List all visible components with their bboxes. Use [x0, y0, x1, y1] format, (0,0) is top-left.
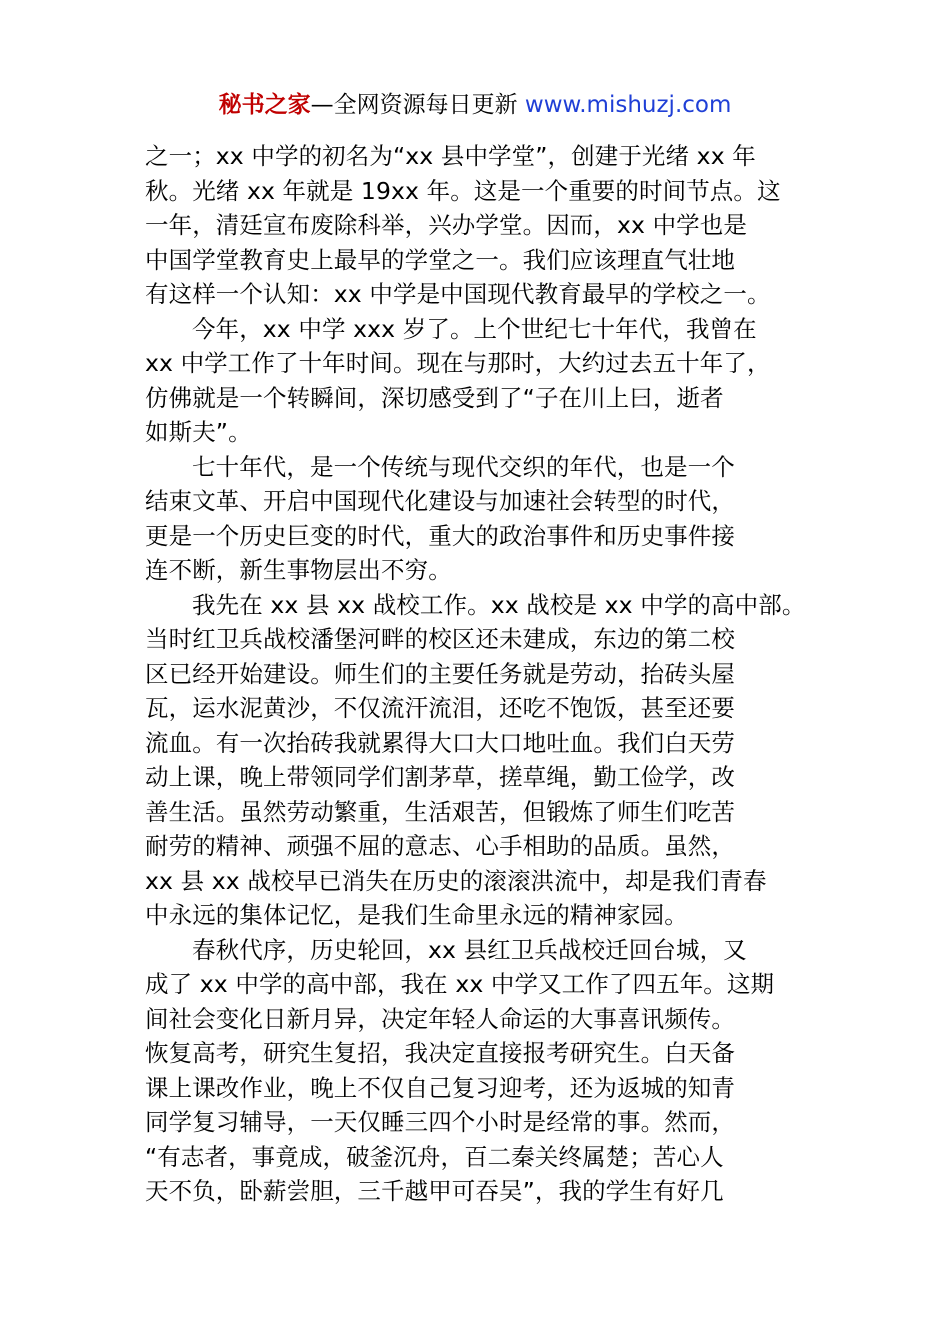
paragraph-first-line: 今年，xx 中学 xxx 岁了。上个世纪七十年代，我曾在 [192, 314, 757, 343]
site-tagline: —全网资源每日更新 [310, 92, 525, 118]
paragraph-first-line: 我先在 xx 县 xx 战校工作。xx 战校是 xx 中学的高中部。 [192, 590, 806, 619]
text-line: 有这样一个认知：xx 中学是中国现代教育最早的学校之一。 [145, 280, 771, 308]
text-line: 更是一个历史巨变的时代，重大的政治事件和历史事件接 [145, 521, 735, 550]
text-line: xx 中学工作了十年时间。现在与那时，大约过去五十年了， [145, 349, 771, 377]
text-line: 仿佛就是一个转瞬间，深切感受到了“子在川上曰，逝者 [145, 383, 724, 412]
text-line: 秋。光绪 xx 年就是 19xx 年。这是一个重要的时间节点。这 [145, 176, 781, 205]
text-line: 如斯夫”。 [145, 418, 252, 446]
text-line: 动上课，晚上带领同学们割茅草，搓草绳，勤工俭学，改 [145, 763, 735, 791]
text-line: 瓦，运水泥黄沙，不仅流汗流泪，还吃不饱饭，甚至还要 [145, 694, 735, 722]
text-line: 天不负，卧薪尝胆，三千越甲可吞吴”，我的学生有好几 [145, 1177, 724, 1205]
text-line: 流血。有一次抬砖我就累得大口大口地吐血。我们白天劳 [145, 728, 735, 757]
text-line: 当时红卫兵战校潘堡河畔的校区还未建成，东边的第二校 [145, 625, 735, 653]
text-line: 一年，清廷宣布废除科举，兴办学堂。因而，xx 中学也是 [145, 211, 747, 239]
text-line: 间社会变化日新月异，决定年轻人命运的大事喜讯频传。 [145, 1004, 735, 1033]
site-url-link[interactable]: www.mishuzj.com [524, 92, 732, 118]
text-line: 区已经开始建设。师生们的主要任务就是劳动，抬砖头屋 [145, 659, 735, 688]
text-line: xx 县 xx 战校早已消失在历史的滚滚洪流中，却是我们青春 [145, 866, 767, 895]
text-line: 耐劳的精神、顽强不屈的意志、心手相助的品质。虽然， [145, 832, 735, 860]
text-line: “有志者，事竟成，破釜沉舟，百二秦关终属楚；苦心人 [145, 1142, 724, 1171]
paragraph-first-line: 七十年代，是一个传统与现代交织的年代，也是一个 [192, 452, 735, 481]
text-line: 之一；xx 中学的初名为“xx 县中学堂”，创建于光绪 xx 年 [145, 142, 756, 170]
document-body [145, 139, 845, 1209]
text-line: 善生活。虽然劳动繁重，生活艰苦，但锻炼了师生们吃苦 [145, 797, 735, 826]
site-header [0, 88, 950, 122]
text-line: 结束文革、开启中国现代化建设与加速社会转型的时代， [145, 487, 735, 515]
text-line: 成了 xx 中学的高中部，我在 xx 中学又工作了四五年。这期 [145, 970, 775, 998]
text-line: 中永远的集体记忆，是我们生命里永远的精神家园。 [145, 901, 688, 929]
text-line: 同学复习辅导，一天仅睡三四个小时是经常的事。然而， [145, 1108, 735, 1136]
text-line: 中国学堂教育史上最早的学堂之一。我们应该理直气壮地 [145, 245, 735, 274]
paragraph-first-line: 春秋代序，历史轮回，xx 县红卫兵战校迁回台城，又 [192, 935, 747, 964]
text-line: 课上课改作业，晚上不仅自己复习迎考，还为返城的知青 [145, 1073, 735, 1102]
text-line: 连不断，新生事物层出不穷。 [145, 556, 452, 584]
site-brand: 秘书之家 [218, 92, 311, 118]
text-line: 恢复高考，研究生复招，我决定直接报考研究生。白天备 [145, 1039, 735, 1067]
